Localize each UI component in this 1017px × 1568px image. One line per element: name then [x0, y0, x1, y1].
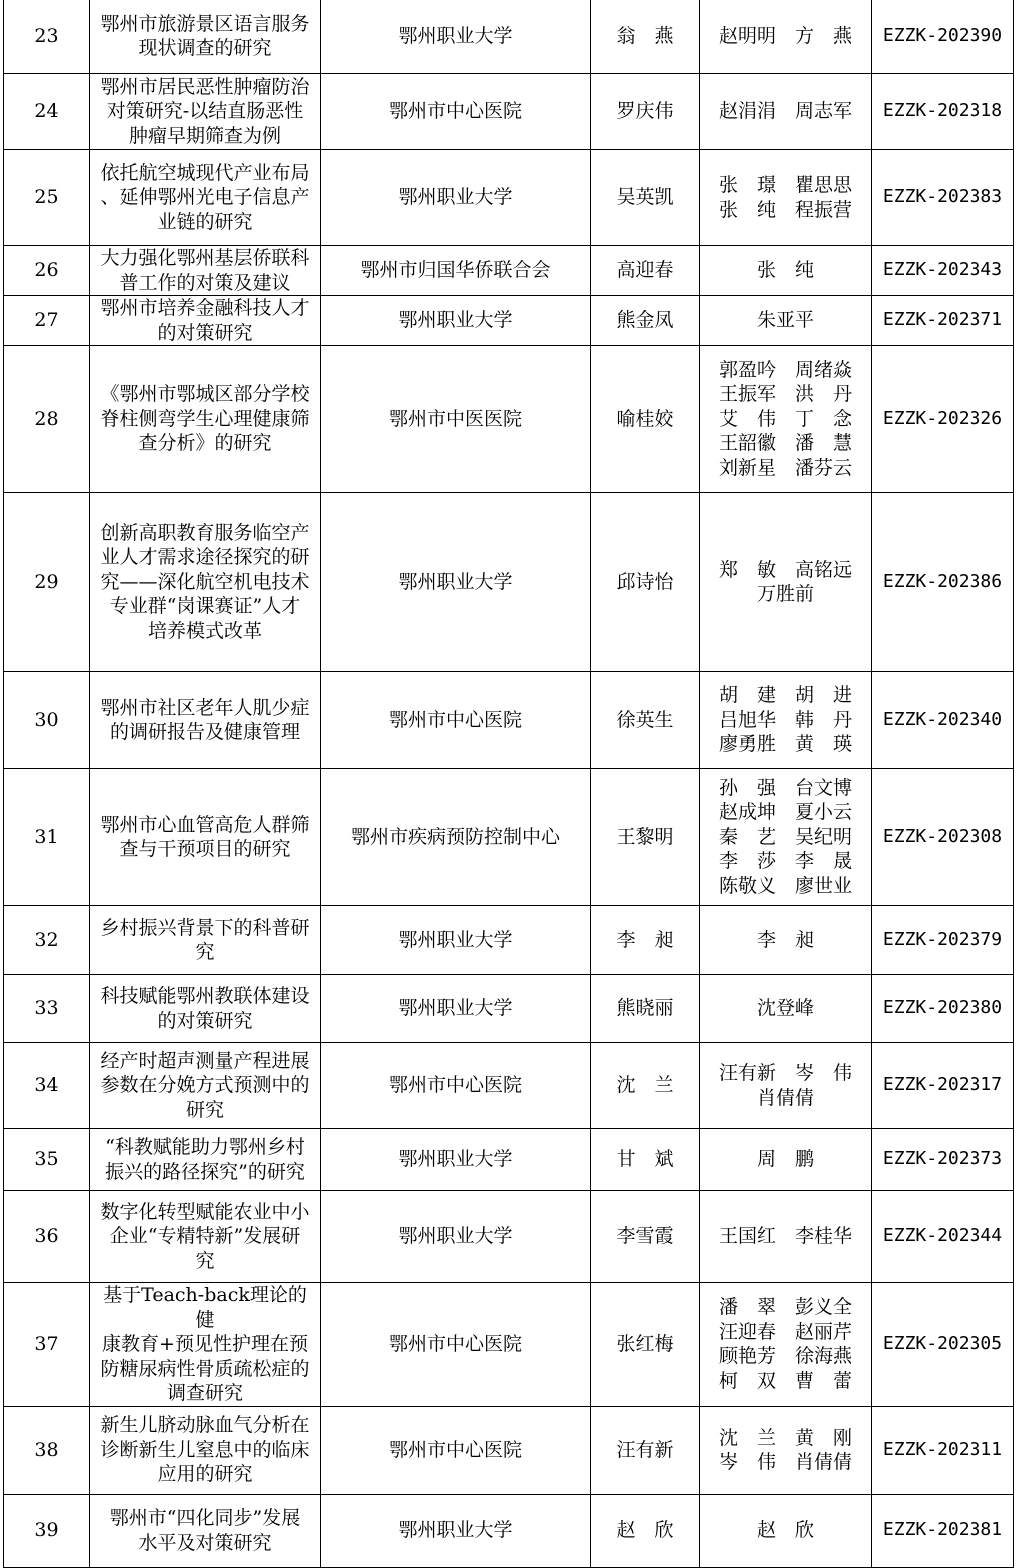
- project-title-line: 究: [195, 941, 215, 963]
- project-title: [90, 769, 321, 906]
- project-title: [90, 296, 321, 346]
- project-title: [90, 150, 321, 246]
- applicant-unit: 鄂州市中心医院: [321, 1406, 591, 1494]
- team-member-line: 沈登峰: [756, 997, 814, 1020]
- project-code: EZZK-202318: [872, 74, 1014, 150]
- applicant-unit: 鄂州市中心医院: [321, 74, 591, 150]
- project-title-line: 究: [195, 1249, 215, 1272]
- team-member-line: 赵涓涓 周志军: [718, 100, 852, 123]
- team-member-line: 岑 伟 肖倩倩: [718, 1451, 852, 1473]
- project-title-line: 数字化转型赋能农业中小: [100, 1200, 310, 1223]
- project-title: [90, 1191, 321, 1283]
- team-member-line: 王国红 李桂华: [718, 1225, 852, 1248]
- project-title: [90, 975, 321, 1043]
- row-number: 23: [4, 0, 90, 74]
- project-title-line: 业人才需求途径探究的研: [100, 546, 310, 569]
- row-number: 35: [4, 1129, 90, 1191]
- team-member-line: 廖勇胜 黄 瑛: [718, 733, 852, 756]
- project-title-line: 依托航空城现代产业布局: [100, 161, 310, 184]
- row-number: 25: [4, 150, 90, 246]
- project-title-line: 振兴的路径探究”的研究: [105, 1160, 305, 1183]
- table-row: [4, 769, 1014, 906]
- team-member-line: 陈敬义 廖世业: [718, 874, 852, 897]
- row-number: 27: [4, 296, 90, 346]
- table-row: [4, 346, 1014, 493]
- project-table-body: [4, 0, 1014, 1567]
- team-member-line: 秦 艺 吴纪明: [718, 825, 852, 848]
- row-number: 28: [4, 346, 90, 493]
- row-number: 39: [4, 1494, 90, 1567]
- team-members: [700, 1191, 872, 1283]
- team-member-line: 顾艳芳 徐海燕: [718, 1345, 852, 1368]
- project-title-line: 创新高职教育服务临空产: [100, 521, 310, 544]
- project-title-line: 鄂州市社区老年人肌少症: [100, 696, 310, 719]
- team-members: [700, 975, 872, 1043]
- row-number: 30: [4, 672, 90, 769]
- table-row: [4, 1494, 1014, 1567]
- project-leader: 高迎春: [591, 246, 700, 296]
- project-title-line: 的对策研究: [157, 1009, 253, 1032]
- team-member-line: 艾 伟 丁 念: [718, 407, 852, 430]
- project-title-line: 普工作的对策及建议: [119, 271, 291, 294]
- row-number: 38: [4, 1406, 90, 1494]
- project-title-line: 鄂州市培养金融科技人才: [100, 297, 310, 319]
- team-members: [700, 296, 872, 346]
- project-leader: 沈 兰: [591, 1043, 700, 1129]
- team-member-line: 赵 欣: [756, 1519, 814, 1542]
- project-title-line: 康教育+预见性护理在预: [102, 1333, 308, 1355]
- project-code: EZZK-202340: [872, 672, 1014, 769]
- applicant-unit: 鄂州职业大学: [321, 0, 591, 74]
- table-row: [4, 1283, 1014, 1407]
- project-code: EZZK-202343: [872, 246, 1014, 296]
- project-code: EZZK-202308: [872, 769, 1014, 906]
- project-leader: 喻桂姣: [591, 346, 700, 493]
- project-code: EZZK-202326: [872, 346, 1014, 493]
- project-title: [90, 246, 321, 296]
- project-title-line: 脊柱侧弯学生心理健康筛: [100, 407, 310, 430]
- project-title-line: 鄂州市居民恶性肿瘤防治: [100, 75, 310, 98]
- project-title: [90, 1494, 321, 1567]
- team-members: [700, 346, 872, 493]
- applicant-unit: 鄂州职业大学: [321, 1494, 591, 1567]
- team-member-line: 赵成坤 夏小云: [718, 801, 852, 824]
- team-member-line: 肖倩倩: [756, 1086, 814, 1109]
- row-number: 31: [4, 769, 90, 906]
- applicant-unit: 鄂州职业大学: [321, 906, 591, 975]
- project-leader: 徐英生: [591, 672, 700, 769]
- team-member-line: 赵明明 方 燕: [718, 24, 852, 47]
- project-title-line: 业链的研究: [157, 210, 253, 233]
- team-member-line: 周 鹏: [756, 1148, 814, 1171]
- row-number: 37: [4, 1283, 90, 1407]
- team-member-line: 胡 建 胡 进: [718, 684, 852, 707]
- project-title-line: 防糖尿病性骨质疏松症的: [100, 1357, 310, 1380]
- team-member-line: 汪迎春 赵丽芹: [718, 1320, 852, 1343]
- project-title-line: 调查研究: [166, 1382, 243, 1404]
- team-member-line: 郑 敏 高铭远: [718, 558, 852, 581]
- project-title-line: 诊断新生儿窒息中的临床: [100, 1438, 310, 1461]
- team-member-line: 万胜前: [756, 583, 814, 605]
- table-row: [4, 0, 1014, 74]
- project-title-line: 鄂州市旅游景区语言服务: [100, 12, 310, 35]
- project-title-line: 对策研究-以结直肠恶性: [106, 100, 304, 123]
- team-member-line: 郭盈吟 周绪焱: [718, 358, 852, 381]
- team-members: [700, 493, 872, 672]
- project-leader: 罗庆伟: [591, 74, 700, 150]
- project-leader: 李雪霞: [591, 1191, 700, 1283]
- applicant-unit: 鄂州职业大学: [321, 1129, 591, 1191]
- project-leader: 邱诗怡: [591, 493, 700, 672]
- team-member-line: 张 纯 程振营: [718, 198, 852, 221]
- table-row: [4, 493, 1014, 672]
- team-members: [700, 1283, 872, 1407]
- table-row: [4, 906, 1014, 975]
- project-title-line: 鄂州市心血管高危人群筛: [100, 813, 310, 836]
- project-title-line: 查与干预项目的研究: [119, 838, 291, 860]
- project-code: EZZK-202379: [872, 906, 1014, 975]
- team-members: [700, 150, 872, 246]
- team-member-line: 朱亚平: [756, 309, 814, 332]
- team-members: [700, 0, 872, 74]
- applicant-unit: 鄂州市中心医院: [321, 1043, 591, 1129]
- project-leader: 王黎明: [591, 769, 700, 906]
- project-title-line: 查分析》的研究: [138, 432, 272, 455]
- project-title-line: 现状调查的研究: [138, 37, 272, 59]
- project-leader: 甘 斌: [591, 1129, 700, 1191]
- project-title-line: “科教赋能助力鄂州乡村: [105, 1136, 305, 1158]
- team-members: [700, 769, 872, 906]
- applicant-unit: 鄂州市疾病预防控制中心: [321, 769, 591, 906]
- team-members: [700, 672, 872, 769]
- row-number: 26: [4, 246, 90, 296]
- project-title-line: 肿瘤早期筛查为例: [128, 124, 281, 147]
- table-row: [4, 74, 1014, 150]
- project-leader: 熊金凤: [591, 296, 700, 346]
- team-member-line: 孙 强 台文博: [718, 776, 852, 799]
- team-members: [700, 1129, 872, 1191]
- project-title-line: 水平及对策研究: [138, 1531, 272, 1554]
- table-row: [4, 150, 1014, 246]
- team-member-line: 吕旭华 韩 丹: [718, 708, 852, 731]
- team-member-line: 沈 兰 黄 刚: [718, 1426, 852, 1449]
- project-title-line: 科技赋能鄂州教联体建设: [100, 985, 310, 1007]
- applicant-unit: 鄂州职业大学: [321, 493, 591, 672]
- project-title: [90, 74, 321, 150]
- project-title-line: 专业群“岗课赛证”人才: [109, 595, 301, 618]
- project-table: [3, 0, 1014, 1568]
- project-title: [90, 672, 321, 769]
- table-row: [4, 975, 1014, 1043]
- applicant-unit: 鄂州市中心医院: [321, 672, 591, 769]
- table-row: [4, 672, 1014, 769]
- project-title-line: 的对策研究: [157, 321, 253, 344]
- project-leader: 汪有新: [591, 1406, 700, 1494]
- team-members: [700, 906, 872, 975]
- applicant-unit: 鄂州市归国华侨联合会: [321, 246, 591, 296]
- team-member-line: 李 昶: [756, 928, 814, 951]
- team-member-line: 王振军 洪 丹: [718, 383, 852, 406]
- team-member-line: 汪有新 岑 伟: [718, 1062, 852, 1084]
- applicant-unit: 鄂州职业大学: [321, 975, 591, 1043]
- table-row: [4, 1406, 1014, 1494]
- table-row: [4, 1129, 1014, 1191]
- project-leader: 李 昶: [591, 906, 700, 975]
- project-title-line: 培养模式改革: [147, 619, 262, 642]
- applicant-unit: 鄂州职业大学: [321, 1191, 591, 1283]
- project-title: [90, 906, 321, 975]
- project-code: EZZK-202344: [872, 1191, 1014, 1283]
- team-member-line: 王韶徽 潘 慧: [718, 432, 852, 455]
- team-members: [700, 246, 872, 296]
- project-title-line: 究——深化航空机电技术: [100, 570, 310, 593]
- project-code: EZZK-202317: [872, 1043, 1014, 1129]
- project-title: [90, 346, 321, 493]
- project-code: EZZK-202311: [872, 1406, 1014, 1494]
- project-title: [90, 493, 321, 672]
- project-code: EZZK-202380: [872, 975, 1014, 1043]
- team-member-line: 张 璟 瞿思思: [718, 174, 852, 196]
- project-title-line: 应用的研究: [157, 1463, 253, 1486]
- row-number: 33: [4, 975, 90, 1043]
- applicant-unit: 鄂州职业大学: [321, 150, 591, 246]
- project-title-line: 的调研报告及健康管理: [109, 721, 300, 743]
- project-title-line: 基于Teach-back理论的健: [103, 1284, 307, 1331]
- project-leader: 翁 燕: [591, 0, 700, 74]
- team-members: [700, 1494, 872, 1567]
- project-title-line: 鄂州市“四化同步”发展: [109, 1507, 301, 1529]
- project-title: [90, 1129, 321, 1191]
- row-number: 24: [4, 74, 90, 150]
- applicant-unit: 鄂州职业大学: [321, 296, 591, 346]
- team-members: [700, 1406, 872, 1494]
- table-row: [4, 296, 1014, 346]
- project-leader: 熊晓丽: [591, 975, 700, 1043]
- project-code: EZZK-202386: [872, 493, 1014, 672]
- team-member-line: 刘新星 潘芬云: [718, 456, 852, 479]
- project-title-line: 企业“专精特新”发展研: [109, 1225, 301, 1248]
- project-title-line: 、延伸鄂州光电子信息产: [100, 186, 310, 209]
- team-member-line: 潘 翠 彭义全: [718, 1296, 852, 1319]
- team-members: [700, 74, 872, 150]
- project-title-line: 新生儿脐动脉血气分析在: [100, 1414, 310, 1437]
- project-title-line: 《鄂州市鄂城区部分学校: [100, 383, 310, 406]
- project-leader: 张红梅: [591, 1283, 700, 1407]
- table-row: [4, 246, 1014, 296]
- project-code: EZZK-202371: [872, 296, 1014, 346]
- row-number: 34: [4, 1043, 90, 1129]
- project-title: [90, 1043, 321, 1129]
- project-title: [90, 1406, 321, 1494]
- project-code: EZZK-202381: [872, 1494, 1014, 1567]
- applicant-unit: 鄂州市中心医院: [321, 1283, 591, 1407]
- project-title: [90, 0, 321, 74]
- project-leader: 吴英凯: [591, 150, 700, 246]
- team-member-line: 李 莎 李 晟: [718, 850, 852, 873]
- team-member-line: 柯 双 曹 蕾: [718, 1369, 852, 1392]
- row-number: 36: [4, 1191, 90, 1283]
- project-title-line: 参数在分娩方式预测中的: [100, 1074, 310, 1097]
- row-number: 32: [4, 906, 90, 975]
- table-row: [4, 1191, 1014, 1283]
- project-title: [90, 1283, 321, 1407]
- applicant-unit: 鄂州市中医医院: [321, 346, 591, 493]
- project-title-line: 乡村振兴背景下的科普研: [100, 916, 310, 939]
- project-code: EZZK-202373: [872, 1129, 1014, 1191]
- project-title-line: 经产时超声测量产程进展: [100, 1049, 310, 1072]
- team-members: [700, 1043, 872, 1129]
- project-leader: 赵 欣: [591, 1494, 700, 1567]
- project-code: EZZK-202383: [872, 150, 1014, 246]
- team-member-line: 张 纯: [756, 259, 814, 282]
- table-row: [4, 1043, 1014, 1129]
- project-title-line: 大力强化鄂州基层侨联科: [100, 247, 310, 269]
- project-title-line: 研究: [185, 1098, 224, 1121]
- row-number: 29: [4, 493, 90, 672]
- project-code: EZZK-202305: [872, 1283, 1014, 1407]
- project-code: EZZK-202390: [872, 0, 1014, 74]
